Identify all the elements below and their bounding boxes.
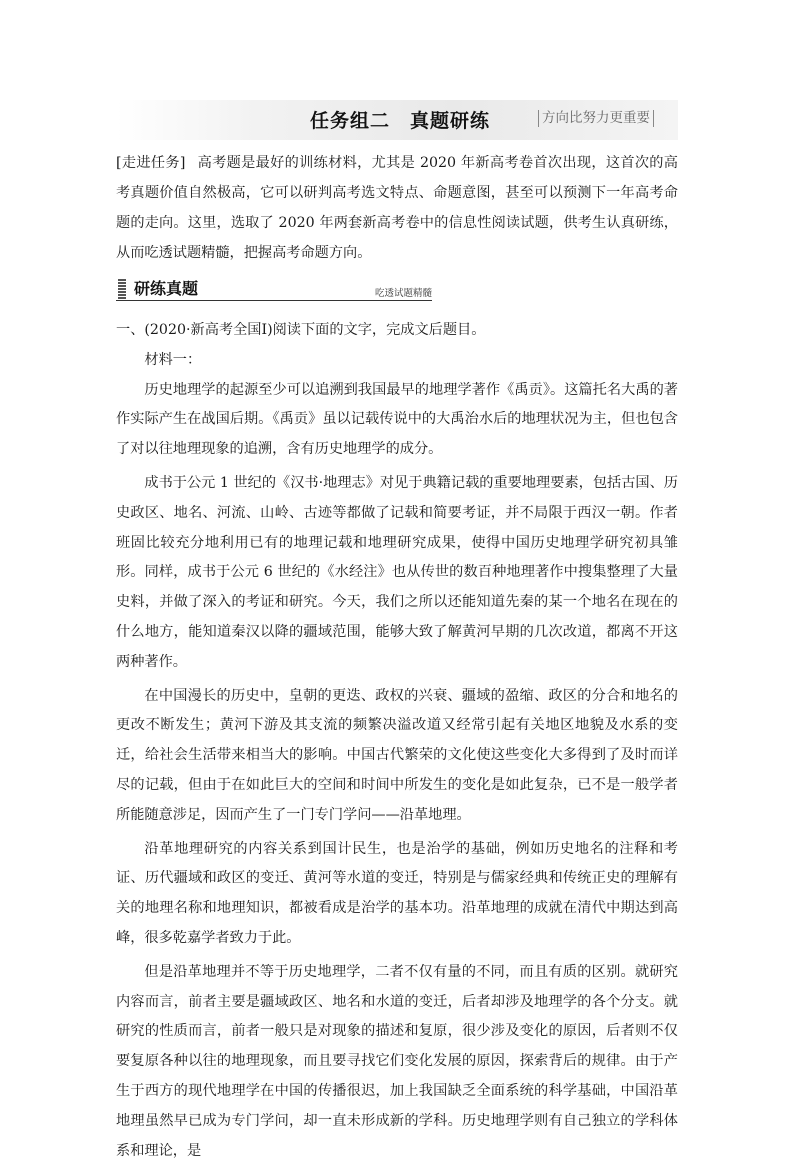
question-body — [116, 316, 678, 1166]
section-marker-icon — [118, 279, 126, 299]
material-paragraph-5: 但是沿革地理并不等于历史地理学，二者不仅有量的不同，而且有质的区别。就研究内容而言，前者主要是疆域政区、地名和水道的变迁，后者却涉及地理学的各个分支。就研究的性质而言，前者一般只是对现象的描述和复原，很少涉及变化的原因，后者则不仅要复原各种以往的地理现象，而且要寻找它们变化发展的原因，探索背后的规律。由于产生于西方的现代地理学在中国的传播很迟，加上我国缺乏全面系统的科学基础，中国沿革地理虽然早已成为专门学问，却一直未形成新的学科。历史地理学则有自己独立的学科体系和理论，是 — [116, 963, 678, 1159]
material-paragraph-4: 沿革地理研究的内容关系到国计民生，也是治学的基础，例如历史地名的注释和考证、历代疆域和政区的变迁、黄河等水道的变迁，特别是与儒家经典和传统正史的理解有关的地理名称和地理知识，都被看成是治学的基本功。沿革地理的成就在清代中期达到高峰，很多乾嘉学者致力于此。 — [116, 840, 678, 946]
section-title: 研练真题 — [134, 279, 199, 298]
section-header — [116, 276, 432, 301]
intro-paragraph — [116, 148, 678, 268]
material-paragraph-1: 历史地理学的起源至少可以追溯到我国最早的地理学著作《禹贡》。这篇托名大禹的著作实际产生在战国后期。《禹贡》虽以记载传说中的大禹治水后的地理状况为主，但也包含了对以往地理现象的追溯，含有历史地理学的成分。 — [116, 381, 678, 458]
material-label: 材料一： — [144, 351, 202, 368]
material-paragraph-3: 在中国漫长的历史中，皇朝的更迭、政权的兴衰、疆域的盈缩、政区的分合和地名的更改不断发生；黄河下游及其支流的频繁决溢改道又经常引起有关地区地貌及水系的变迁，给社会生活带来相当大的影响。中国古代繁荣的文化使这些变化大多得到了及时而详尽的记载，但由于在如此巨大的空间和时间中所发生的变化是如此复杂，已不是一般学者所能随意涉足，因而产生了一门专门学问——沿革地理。 — [116, 687, 678, 823]
header-slogan: 方向比努力更重要 — [538, 110, 654, 127]
section-subtitle: 吃透试题精髓 — [374, 288, 432, 299]
question-intro: 一、(2020·新高考全国Ⅰ)阅读下面的文字，完成文后题目。 — [116, 322, 486, 338]
page-title: 任务组二 真题研练 — [310, 110, 491, 132]
material-paragraph-2: 成书于公元 1 世纪的《汉书·地理志》对见于典籍记载的重要地理要素，包括古国、历史政区、地名、河流、山岭、古迹等都做了记载和简要考证，并不局限于西汉一朝。作者班固比较充分地利用已有的地理记载和地理研究成果，使得中国历史地理学研究初具雏形。同样，成书于公元 6 世纪的《水经注》也从传世的数百种地理著作中搜集整理了大量史料，并做了深入的考证和研究。今天，我们之所以还能知道先秦的某一个地名在现在的什么地方，能知道秦汉以降的疆域范围，能够大致了解黄河早期的几次改道，都离不开这两种著作。 — [116, 474, 678, 670]
intro-text: 高考题是最好的训练材料，尤其是 2020 年新高考卷首次出现，这首次的高考真题价值自然极高，它可以研判高考选文特点、命题意图，甚至可以预测下一年高考命题的走向。这里，选取了 2020 年两套新高考卷中的信息性阅读试题，供考生认真研练，从而吃透试题精髓，把握高考命题方向。 — [116, 155, 678, 261]
intro-tag: [走进任务] — [116, 155, 186, 171]
